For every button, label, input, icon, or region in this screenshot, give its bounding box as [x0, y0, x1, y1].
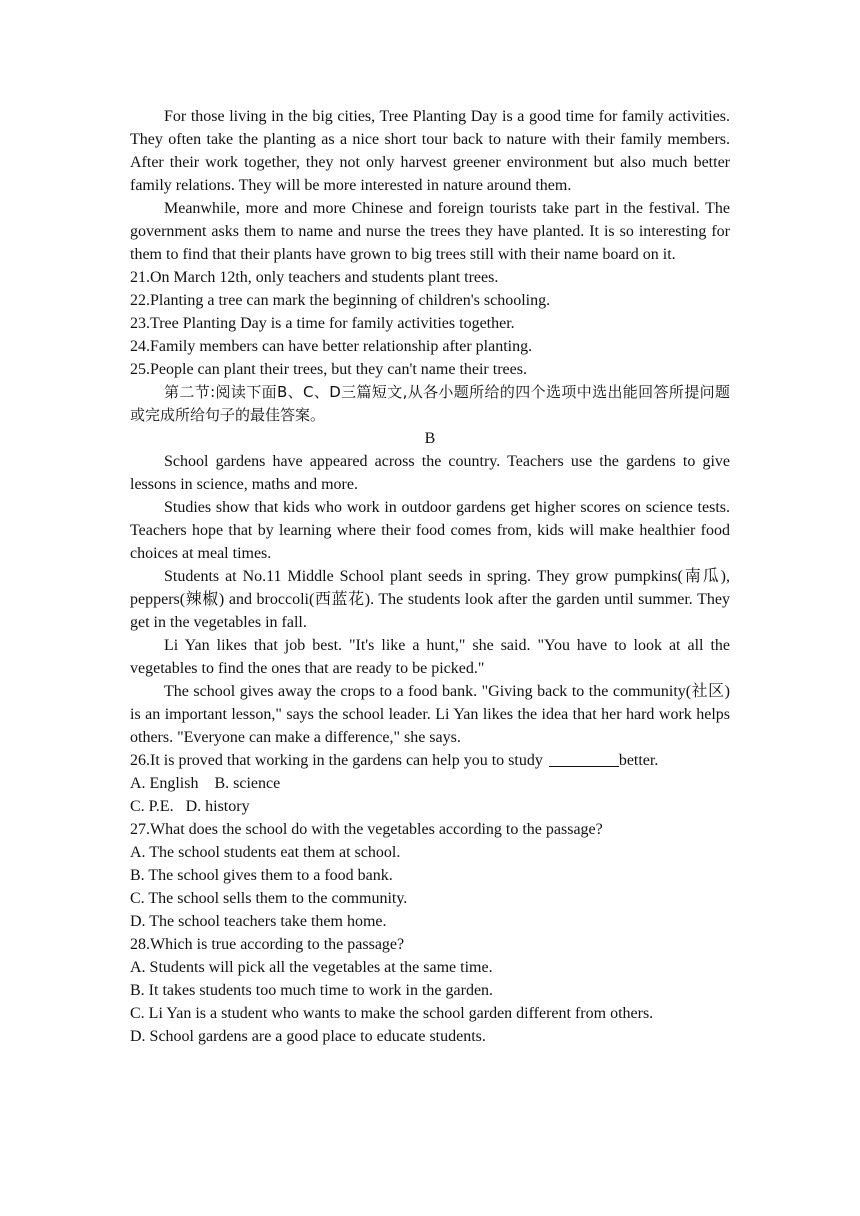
statement-21: 21.On March 12th, only teachers and students plant trees.: [130, 269, 499, 286]
question-28-option-d: D. School gardens are a good place to educate students.: [130, 1028, 486, 1045]
question-26-stem-end: better.: [618, 752, 659, 769]
passage-a-paragraph-1: For those living in the big cities, Tree Planting Day is a good time for family activities. They often take the planting as a nice short tour back to nature with their family members. After their work together, they not only harvest greener environment but also much better family relations. They will be more interested in nature around them.: [130, 108, 730, 194]
question-27-option-a: A. The school students eat them at school.: [130, 844, 401, 861]
question-28-option-c: C. Li Yan is a student who wants to make the school garden different from others.: [130, 1005, 654, 1022]
section-2-instruction: 第二节:阅读下面B、C、D三篇短文,从各小题所给的四个选项中选出能回答所提问题或完成所给句子的最佳答案。: [130, 383, 730, 424]
question-26-options-row-1: A. English B. science: [130, 775, 281, 792]
question-27-stem: 27.What does the school do with the vegetables according to the passage?: [130, 821, 603, 838]
statement-23: 23.Tree Planting Day is a time for family activities together.: [130, 315, 515, 332]
passage-b-paragraph-5: The school gives away the crops to a food bank. "Giving back to the community(社区) is an important lesson," says the school leader. Li Yan likes the idea that her hard work helps others. "Everyone can make a difference," she says.: [130, 683, 730, 746]
passage-b-title: B: [424, 430, 436, 447]
question-26-options-row-2: C. P.E. D. history: [130, 798, 250, 815]
question-27-option-c: C. The school sells them to the community.: [130, 890, 408, 907]
statement-22: 22.Planting a tree can mark the beginning of children's schooling.: [130, 292, 551, 309]
passage-b-paragraph-3: Students at No.11 Middle School plant seeds in spring. They grow pumpkins(南瓜), peppers(辣椒) and broccoli(西蓝花). The students look after the garden until summer. They get in the vegetables in fall.: [130, 568, 730, 631]
question-27-option-d: D. The school teachers take them home.: [130, 913, 387, 930]
question-26-stem-start: 26.It is proved that working in the gardens can help you to study: [130, 752, 543, 769]
question-28-option-b: B. It takes students too much time to work in the garden.: [130, 982, 494, 999]
passage-b-paragraph-2: Studies show that kids who work in outdoor gardens get higher scores on science tests. Teachers hope that by learning where their food comes from, kids will make healthier food choices at meal times.: [130, 499, 730, 562]
question-27-option-b: B. The school gives them to a food bank.: [130, 867, 393, 884]
statement-24: 24.Family members can have better relationship after planting.: [130, 338, 533, 355]
question-26-stem: [130, 749, 730, 772]
question-28-stem: 28.Which is true according to the passage?: [130, 936, 405, 953]
statement-25: 25.People can plant their trees, but they can't name their trees.: [130, 361, 527, 378]
passage-a-paragraph-2: Meanwhile, more and more Chinese and foreign tourists take part in the festival. The government asks them to name and nurse the trees they have planted. It is so interesting for them to find that their plants have grown to big trees still with their name board on it.: [130, 200, 730, 263]
answer-blank: [549, 750, 619, 767]
passage-b-paragraph-1: School gardens have appeared across the country. Teachers use the gardens to give lessons in science, maths and more.: [130, 453, 730, 493]
question-28-option-a: A. Students will pick all the vegetables at the same time.: [130, 959, 493, 976]
worksheet-page: [130, 105, 730, 1048]
passage-b-paragraph-4: Li Yan likes that job best. "It's like a hunt," she said. "You have to look at all the vegetables to find the ones that are ready to be picked.": [130, 637, 730, 677]
